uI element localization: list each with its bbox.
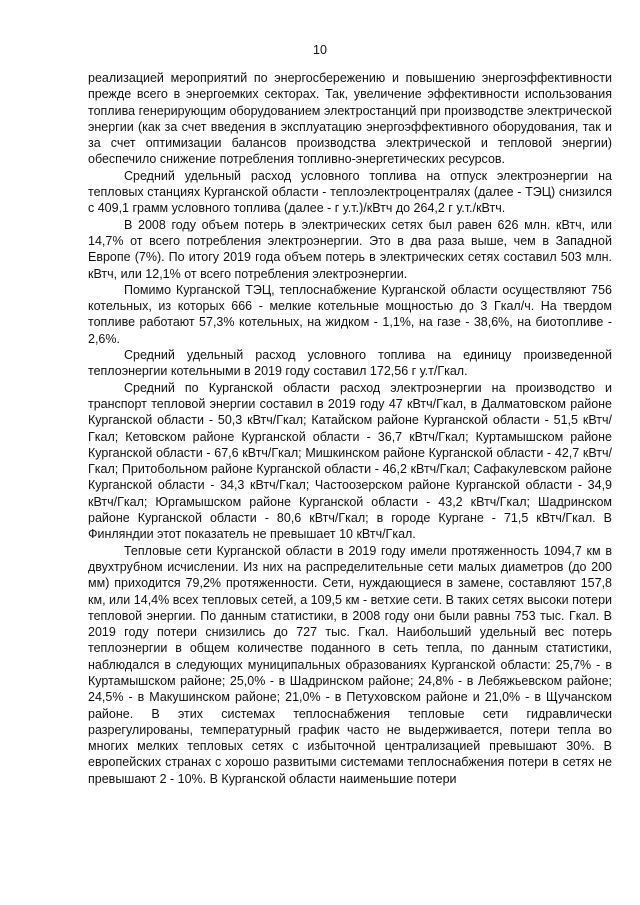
paragraph-heat-networks: Тепловые сети Курганской области в 2019 году имели протяженность 1094,7 км в двухтрубном исчислении. Из них на распределительные сети малых диаметров (до 200 мм) приходится 79,2% протяженности. Сети, нуждающиеся в замене, составляют 157,8 км, или 14,4% всех тепловых сетей, а 109,5 км - ветхие сети. В таких сетях высоки потери тепловой энергии. По данным статистики, в 2008 году они были равны 753 тыс. Гкал. В 2019 году потери снизились до 727 тыс. Гкал. Наибольший удельный вес потерь теплоэнергии в общем количестве поданного в сеть тепла, по данным статистики, наблюдался в следующих муниципальных образованиях Курганской области: 25,7% - в Куртамышском районе; 25,0% - в Шадринском районе; 24,8% - в Лебяжьевском районе; 24,5% - в Макушинском районе; 21,0% - в Петуховском районе и 21,0% - в Щучанском районе. В этих системах теплоснабжения тепловые сети гидравлически разрегулированы, температурный график часто не выдерживается, потери тепла во многих мелких тепловых сетях с избыточной централизацией превышают 30%. В европейских странах с хорошо развитыми системами теплоснабжения потери в сетях не превышают 2 - 10%. В Курганской области наименьшие потери bbox=[88, 543, 612, 786]
paragraph-fuel-consumption-chp: Средний удельный расход условного топлива на отпуск электроэнергии на тепловых станциях Курганской области - теплоэлектроцентралях (далее - ТЭЦ) снизился с 409,1 грамм условного топлива (далее - г у.т.)/кВтч до 264,2 г у.т./кВтч. bbox=[88, 168, 612, 216]
paragraph-continuation: реализацией мероприятий по энергосбережению и повышению энергоэффективности прежде всего в энергоемких секторах. Так, увеличение эффективности использования топлива генерирующим оборудованием электростанций при производстве электрической энергии (как за счет введения в эксплуатацию энергоэффективного оборудования, так и за счет оптимизации балансов производства электрической и тепловой энергии) обеспечило снижение потребления топливно-энергетических ресурсов. bbox=[88, 71, 612, 167]
body-text bbox=[88, 70, 612, 787]
paragraph-boiler-houses: Помимо Курганской ТЭЦ, теплоснабжение Курганской области осуществляют 756 котельных, из которых 666 - мелкие котельные мощностью до 3 Гкал/ч. На твердом топливе работают 57,3% котельных, на жидком - 1,1%, на газе - 38,6%, на биотопливе - 2,6%. bbox=[88, 282, 612, 346]
paragraph-district-electricity-use: Средний по Курганской области расход электроэнергии на производство и транспорт тепловой энергии составил в 2019 году 47 кВтч/Гкал, в Далматовском районе Курганской области - 50,3 кВтч/Гкал; Катайском районе Курганской области - 51,5 кВтч/Гкал; Кетовском районе Курганской области - 36,7 кВтч/Гкал; Куртамышском районе Курганской области - 67,6 кВтч/Гкал; Мишкинском районе Курганской области - 42,7 кВтч/Гкал; Притобольном районе Курганской области - 46,2 кВтч/Гкал; Сафакулевском районе Курганской области - 34,3 кВтч/Гкал; Частоозерском районе Курганской области - 34,9 кВтч/Гкал; Юргамышском районе Курганской области - 43,2 кВтч/Гкал; Шадринском районе Курганской области - 80,6 кВтч/Гкал; в городе Кургане - 71,5 кВтч/Гкал. В Финляндии этот показатель не превышает 10 кВтч/Гкал. bbox=[88, 380, 612, 542]
paragraph-electric-losses: В 2008 году объем потерь в электрических сетях был равен 626 млн. кВтч, или 14,7% от всего потребления электроэнергии. Это в два раза выше, чем в Западной Европе (7%). По итогу 2019 года объем потерь в электрических сетях составил 503 млн. кВтч, или 12,1% от всего потребления электроэнергии. bbox=[88, 217, 612, 281]
page-number: 10 bbox=[313, 43, 327, 57]
paragraph-boiler-fuel-rate: Средний удельный расход условного топлива на единицу произведенной теплоэнергии котельными в 2019 году составил 172,56 г у.т/Гкал. bbox=[88, 348, 612, 379]
